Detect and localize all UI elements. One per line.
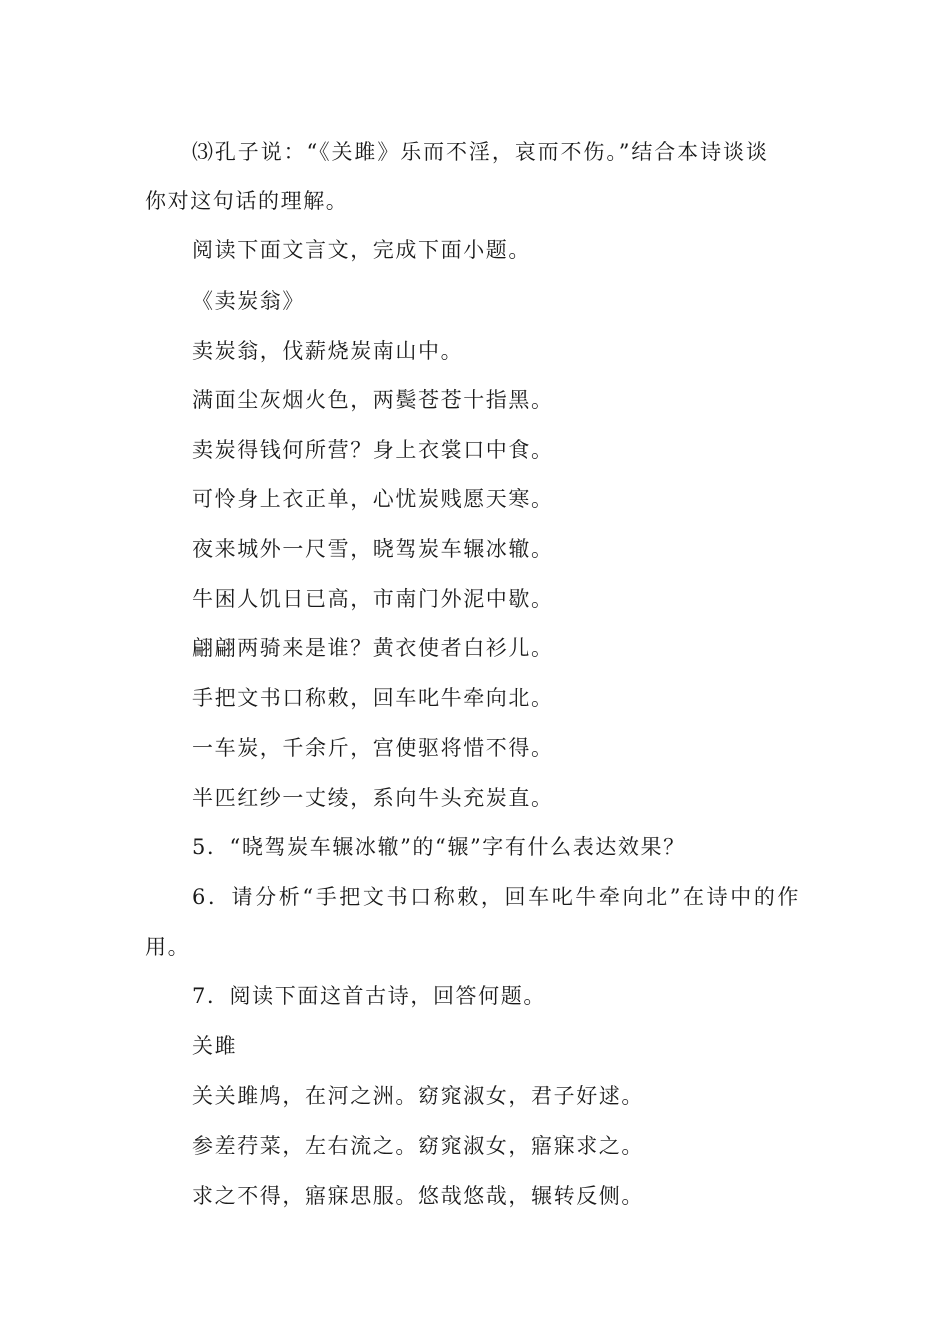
poem-line-3: 卖炭得钱何所营？身上衣裳口中食。 bbox=[192, 438, 554, 462]
poem-line-5: 夜来城外一尺雪，晓驾炭车辗冰辙。 bbox=[192, 537, 554, 561]
question-7: 7．阅读下面这首古诗，回答何题。 bbox=[192, 984, 546, 1008]
poem-title: 《卖炭翁》 bbox=[192, 289, 305, 313]
question-3-text: ⑶孔子说：“《关雎》乐而不淫，哀而不伤。”结合本诗谈谈 bbox=[192, 140, 769, 164]
question-6-continued: 用。 bbox=[145, 935, 191, 959]
poem-2-line-1: 关关雎鸠，在河之洲。窈窕淑女，君子好逑。 bbox=[192, 1084, 644, 1108]
poem-line-2: 满面尘灰烟火色，两鬓苍苍十指黑。 bbox=[192, 388, 554, 412]
reading-instruction: 阅读下面文言文，完成下面小题。 bbox=[192, 238, 531, 262]
poem-line-9: 一车炭，千余斤，宫使驱将惜不得。 bbox=[192, 736, 554, 760]
poem-line-7: 翩翩两骑来是谁？黄衣使者白衫儿。 bbox=[192, 636, 554, 660]
poem-2-line-2: 参差荇菜，左右流之。窈窕淑女，寤寐求之。 bbox=[192, 1134, 644, 1158]
poem-line-8: 手把文书口称敕，回车叱牛牵向北。 bbox=[192, 686, 554, 710]
question-3-text-continued: 你对这句话的理解。 bbox=[145, 189, 349, 213]
poem-line-6: 牛困人饥日已高，市南门外泥中歇。 bbox=[192, 587, 554, 611]
poem-line-10: 半匹红纱一丈绫，系向牛头充炭直。 bbox=[192, 786, 554, 810]
poem-line-4: 可怜身上衣正单，心忧炭贱愿天寒。 bbox=[192, 487, 554, 511]
poem-line-1: 卖炭翁，伐薪烧炭南山中。 bbox=[192, 339, 464, 363]
poem-2-title: 关雎 bbox=[192, 1034, 238, 1058]
question-6: 6．请分析“手把文书口称敕，回车叱牛牵向北”在诗中的作 bbox=[192, 885, 802, 909]
question-5: 5．“晓驾炭车辗冰辙”的“辗”字有什么表达效果？ bbox=[192, 835, 686, 859]
poem-2-line-3: 求之不得，寤寐思服。悠哉悠哉，辗转反侧。 bbox=[192, 1184, 644, 1208]
